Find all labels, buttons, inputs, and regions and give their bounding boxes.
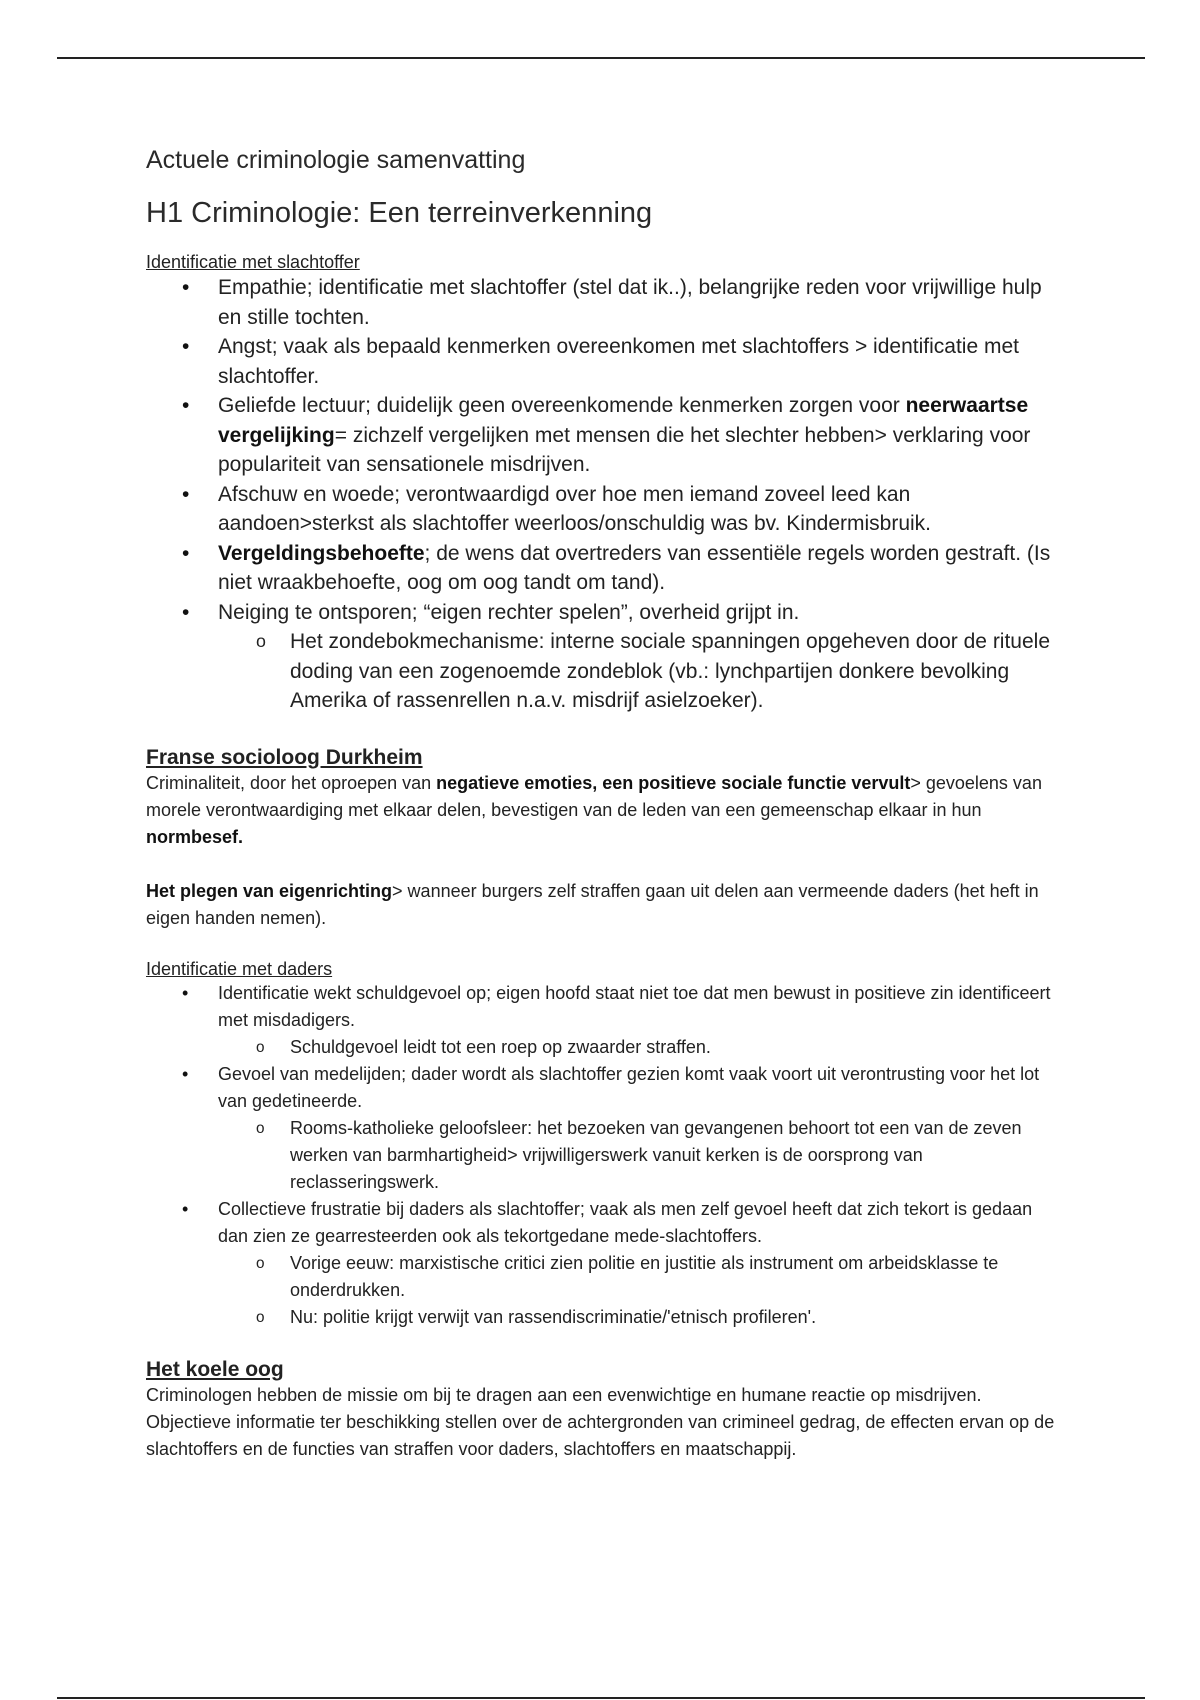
list-item xyxy=(146,1061,1066,1196)
section-heading-durkheim: Franse socioloog Durkheim xyxy=(146,745,423,769)
koele-oog-paragraph: Criminologen hebben de missie om bij te dragen aan een evenwichtige en humane reactie op misdrijven. Objectieve informatie ter beschikking stellen over de achtergronden van crimineel gedrag, de effecten ervan op de slachtoffers en de functies van straffen voor daders, slachtoffers en maatschappij. xyxy=(146,1384,1055,1459)
item-text: Afschuw en woede; verontwaardigd over hoe men iemand zoveel leed kan aandoen>sterkst als slachtoffer weerloos/onschuldig was bv. Kindermisbruik. xyxy=(218,482,932,535)
bold-term: Vergeldingsbehoefte xyxy=(218,541,425,565)
item-text: Collectieve frustratie bij daders als slachtoffer; vaak als men zelf gevoel heeft dat zich tekort is gedaan dan zien ze gearresteerden ook als tekortgedane mede-slachtoffers. xyxy=(218,1198,1033,1246)
sub-list-item xyxy=(146,627,1066,716)
item-text: Empathie; identificatie met slachtoffer (stel dat ik..), belangrijke reden voor vrijwillige hulp en stille tochten. xyxy=(218,276,1042,329)
bold-term: Het plegen van eigenrichting xyxy=(146,880,393,901)
daders-list xyxy=(146,980,1066,1331)
item-text: Neiging te ontsporen; “eigen rechter spelen”, overheid grijpt in. xyxy=(218,600,800,624)
list-item xyxy=(146,480,1066,539)
document-page xyxy=(146,146,1066,1463)
item-text: Nu: politie krijgt verwijt van rassendiscriminatie/'etnisch profileren'. xyxy=(290,1306,817,1327)
bold-term: normbesef. xyxy=(146,826,244,847)
list-item xyxy=(146,1196,1066,1331)
item-text: Schuldgevoel leidt tot een roep op zwaarder straffen. xyxy=(290,1036,711,1057)
item-text: = zichzelf vergelijken met mensen die het slechter hebben> verklaring voor populariteit van sensationele misdrijven. xyxy=(218,423,1031,476)
sub-list-item xyxy=(146,1115,1066,1196)
item-text: Het zondebokmechanisme: interne sociale spanningen opgeheven door de rituele doding van een zogenoemde zondeblok (vb.: lynchpartijen donkere bevolking Amerika of rassenrellen n.a.v. misdrijf asielzoeker). xyxy=(290,630,1051,712)
list-item xyxy=(146,598,1066,716)
para-text: Criminaliteit, door het oproepen van xyxy=(146,772,437,793)
item-text: Angst; vaak als bepaald kenmerken overeenkomen met slachtoffers > identificatie met slachtoffer. xyxy=(218,335,1019,388)
item-text: Gevoel van medelijden; dader wordt als slachtoffer gezien komt vaak voort uit verontrusting voor het lot van gedetineerde. xyxy=(218,1063,1040,1111)
para-text: > gevoelens van morele verontwaardiging met elkaar delen, bevestigen van de leden van een gemeenschap elkaar in hun xyxy=(146,772,1042,820)
para-text: > wanneer burgers zelf straffen gaan uit delen aan vermeende daders (het heft in eigen handen nemen). xyxy=(146,880,1039,928)
sub-list xyxy=(218,1115,1066,1196)
section-heading-identificatie-daders: Identificatie met daders xyxy=(146,958,333,979)
sub-list-item xyxy=(146,1250,1066,1304)
sub-list xyxy=(218,1034,1066,1061)
chapter-heading: H1 Criminologie: Een terreinverkenning xyxy=(146,197,653,229)
bold-term: neerwaartse vergelijking xyxy=(218,394,1029,447)
sub-list xyxy=(218,1250,1066,1331)
item-text: Geliefde lectuur; duidelijk geen overeenkomende kenmerken zorgen voor xyxy=(218,394,906,417)
document-title: Actuele criminologie samenvatting xyxy=(146,146,526,174)
sub-list xyxy=(218,627,1066,716)
bottom-rule xyxy=(57,1697,1145,1699)
section-heading-identificatie-slachtoffer: Identificatie met slachtoffer xyxy=(146,252,360,272)
list-item xyxy=(146,332,1066,391)
bold-term: negatieve emoties, een positieve sociale functie vervult xyxy=(436,772,911,793)
sub-list-item xyxy=(146,1034,1066,1061)
list-item xyxy=(146,980,1066,1061)
durkheim-paragraph xyxy=(146,770,1066,851)
list-item xyxy=(146,539,1066,598)
sub-list-item xyxy=(146,1304,1066,1331)
list-item xyxy=(146,391,1066,480)
top-rule xyxy=(57,57,1145,59)
item-text: ; de wens dat overtreders van essentiële regels worden gestraft. (Is niet wraakbehoefte, oog om oog tandt om tand). xyxy=(218,541,1051,594)
item-text: Rooms-katholieke geloofsleer: het bezoeken van gevangenen behoort tot een van de zeven werken van barmhartigheid> vrijwilligerswerk vanuit kerken is de oorsprong van reclasseringswerk. xyxy=(290,1117,1022,1192)
section-heading-koele-oog: Het koele oog xyxy=(146,1357,284,1381)
list-item xyxy=(146,273,1066,332)
eigenrichting-paragraph xyxy=(146,878,1066,932)
item-text: Vorige eeuw: marxistische critici zien politie en justitie als instrument om arbeidsklasse te onderdrukken. xyxy=(290,1252,999,1300)
slachtoffer-list xyxy=(146,273,1066,716)
item-text: Identificatie wekt schuldgevoel op; eigen hoofd staat niet toe dat men bewust in positieve zin identificeert met misdadigers. xyxy=(218,982,1051,1030)
